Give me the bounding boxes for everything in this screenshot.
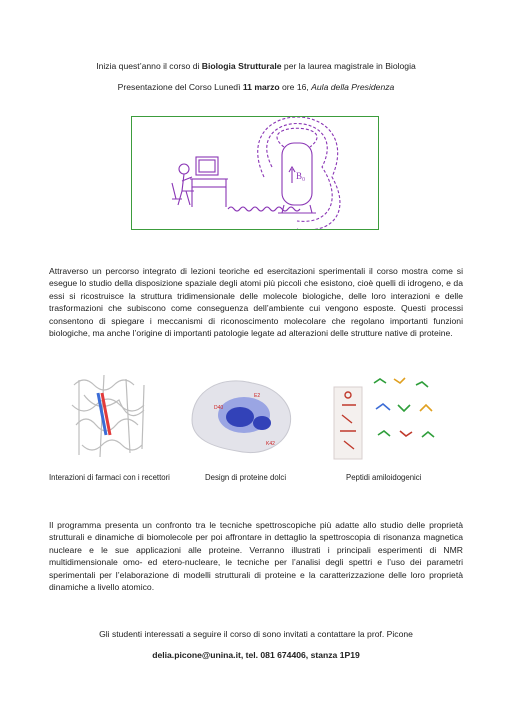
presentation-line: Presentazione del Corso Lunedì 11 marzo ore 16, Aula della Presidenza <box>117 82 395 92</box>
caption-amyloid-peptides: Peptidi amiloidogenici <box>346 473 422 482</box>
course-name: Biologia Strutturale <box>201 61 282 71</box>
person-head <box>179 164 189 174</box>
residue-label-k42: K42 <box>266 441 275 447</box>
program-paragraph: Il programma presenta un confronto tra le tecniche spettroscopiche più adatte allo studio delle proprietà strutturali e dinamiche di biomolecole per poi affrontare in dettaglio la spettroscopia di risonanza magnetica nucleare e le sue applicazioni alle proteine. Verranno illustrati i principali esperimenti di NMR multidimensionale omo- ed etero-nucleare, le tecniche per l’analisi degli spettri e l’uso dei parametri sperimentali per l’elaborazione di modelli strutturali di proteine e la caratterizzazione delle loro proprietà dinamiche a livello atomico. <box>49 520 463 593</box>
field-line-1 <box>277 128 317 147</box>
caption-drug-receptor: Interazioni di farmaci con i recettori <box>49 473 170 482</box>
amyloid-peptides-image <box>332 365 444 465</box>
magnetic-field-label: B₀ <box>296 171 306 181</box>
nmr-sketch-illustration <box>132 117 378 229</box>
sweet-protein-surface-image <box>182 365 302 465</box>
contact-line[interactable]: delia.picone@unina.it, tel. 081 674406, stanza 1P19 <box>152 650 360 660</box>
invite-line: Gli studenti interessati a seguire il corso di sono invitati a contattare la prof. Picone <box>99 629 413 639</box>
residue-label-d40: D40 <box>214 405 224 411</box>
intro-paragraph: Attraverso un percorso integrato di lezioni teoriche ed esercitazioni sperimentali il corso mostra come si esegue lo studio della disposizione spaziale degli atomi più piccoli che esistono, cioè quelli di idrogeno, e da essi si ricostruisce la struttura tridimensionale delle molecole biologiche, delle loro interazioni e delle trasformazioni che subiscono come conseguenza dell’ambiente cui vengono esposte. Questi processi consentono di spiegare i meccanismi di riconoscimento molecolare che regolano importanti funzioni biologiche, ma anche l’origine di importanti patologie legate ad alterazioni delle strutture native di proteine. <box>49 266 463 339</box>
nmr-illustration-frame <box>131 116 379 230</box>
cable-coil <box>228 207 300 211</box>
receptor-structure-image <box>64 365 156 465</box>
presentation-room: Aula della Presidenza <box>311 82 395 92</box>
residue-label-e2: E2 <box>254 393 261 399</box>
intro-line: Inizia quest’anno il corso di Biologia Strutturale per la laurea magistrale in Biologia <box>96 61 416 71</box>
presentation-date: 11 marzo <box>242 82 280 92</box>
caption-sweet-proteins: Design di proteine dolci <box>205 473 287 482</box>
